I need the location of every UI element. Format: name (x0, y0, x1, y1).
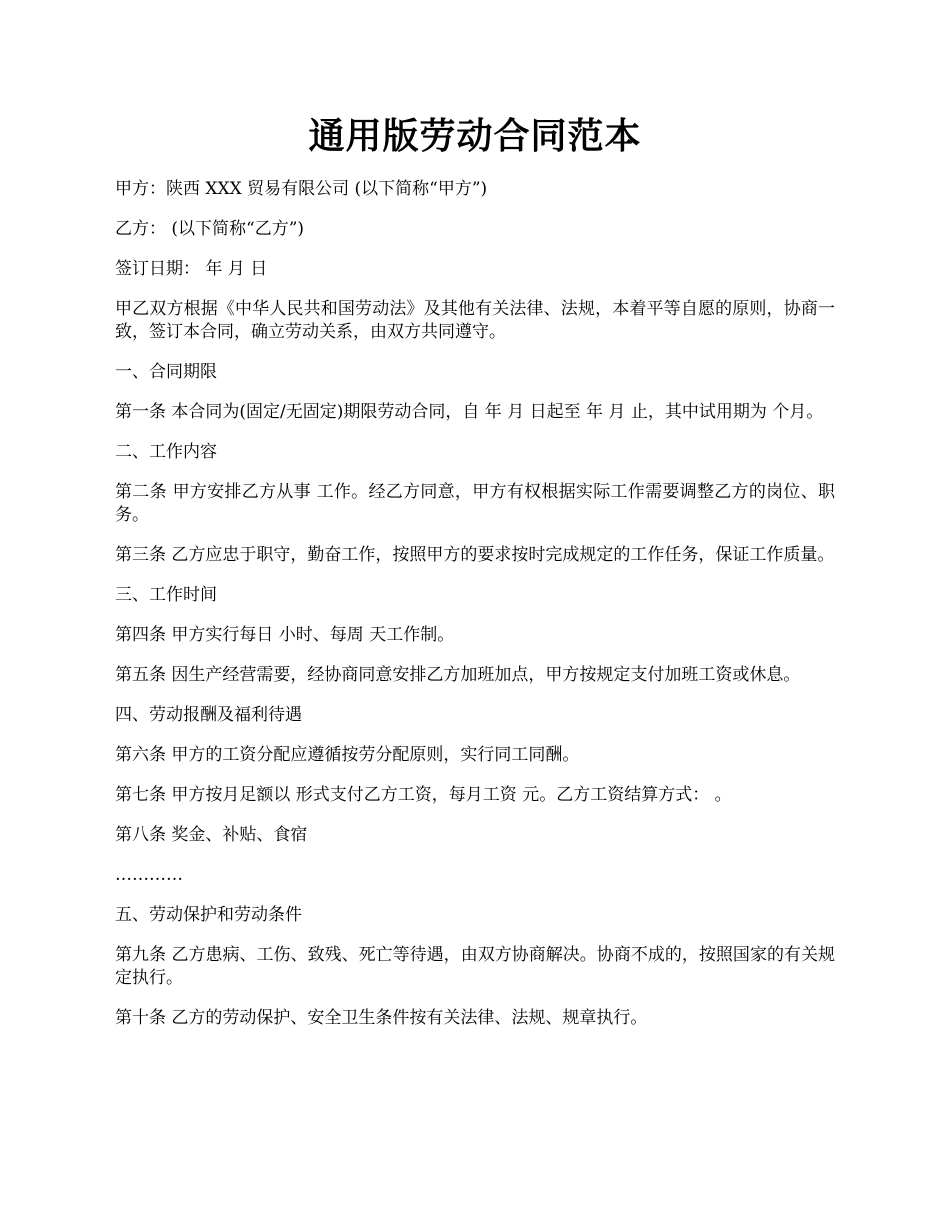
article-1: 第一条 本合同为(固定/无固定)期限劳动合同，自 年 月 日起至 年 月 止，其中试用期为 个月。 (115, 402, 824, 422)
article-4: 第四条 甲方实行每日 小时、每周 天工作制。 (115, 625, 455, 645)
article-10: 第十条 乙方的劳动保护、安全卫生条件按有关法律、法规、规章执行。 (115, 1008, 648, 1028)
section-heading-4: 四、劳动报酬及福利待遇 (115, 705, 302, 725)
signing-date-line: 签订日期： 年 月 日 (115, 259, 268, 279)
article-7: 第七条 甲方按月足额以 形式支付乙方工资，每月工资 元。乙方工资结算方式： 。 (115, 785, 732, 805)
party-b-line: 乙方： (以下简称“乙方”) (115, 219, 305, 239)
document-body (115, 178, 835, 1047)
section-heading-3: 三、工作时间 (115, 585, 217, 605)
ellipsis-line: ………… (115, 865, 183, 885)
article-2: 第二条 甲方安排乙方从事 工作。经乙方同意，甲方有权根据实际工作需要调整乙方的岗位、职务。 (115, 482, 835, 525)
party-a-line: 甲方：陕西 XXX 贸易有限公司 (以下简称“甲方”) (115, 179, 488, 199)
article-6: 第六条 甲方的工资分配应遵循按劳分配原则，实行同工同酬。 (115, 745, 580, 765)
document-title: 通用版劳动合同范本 (308, 115, 642, 157)
article-5: 第五条 因生产经营需要，经协商同意安排乙方加班加点，甲方按规定支付加班工资或休息。 (115, 665, 801, 685)
article-9: 第九条 乙方患病、工伤、致残、死亡等待遇，由双方协商解决。协商不成的，按照国家的有关规定执行。 (115, 945, 835, 988)
section-heading-1: 一、合同期限 (115, 362, 217, 382)
article-3: 第三条 乙方应忠于职守，勤奋工作，按照甲方的要求按时完成规定的工作任务，保证工作质量。 (115, 545, 835, 565)
section-heading-5: 五、劳动保护和劳动条件 (115, 905, 302, 925)
article-8: 第八条 奖金、补贴、食宿 (115, 825, 308, 845)
section-heading-2: 二、工作内容 (115, 442, 217, 462)
preamble-paragraph: 甲乙双方根据《中华人民共和国劳动法》及其他有关法律、法规，本着平等自愿的原则，协商一致，签订本合同，确立劳动关系，由双方共同遵守。 (115, 299, 835, 342)
